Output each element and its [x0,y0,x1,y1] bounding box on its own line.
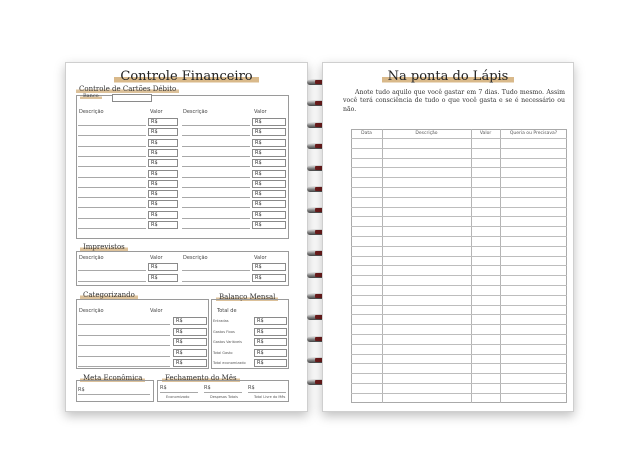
categorized-row-value[interactable]: R$ [173,349,207,357]
debit-row-desc-line [78,177,146,178]
closing-item-line [204,392,242,393]
debit-row-desc-line [78,228,146,229]
table-row-line [351,207,567,208]
debit-row-value[interactable]: R$ [148,211,178,219]
debit-row-desc-line [78,135,146,136]
debit-row-value[interactable]: R$ [148,170,178,178]
table-row-line [351,285,567,286]
closing-item-value: R$ [248,385,255,391]
table-row-line [351,226,567,227]
debit-row-desc-line [182,207,250,208]
table-row-line [351,187,567,188]
categorized-row-value[interactable]: R$ [173,328,207,336]
table-row-line [351,354,567,355]
closing-item-line [160,392,198,393]
balance-row-value[interactable]: R$ [254,349,287,357]
unforeseen-row-desc-line [182,270,250,271]
debit-row-value[interactable]: R$ [252,221,286,229]
debit-row-value[interactable]: R$ [148,139,178,147]
debit-row-desc-line [78,207,146,208]
table-row-line [351,373,567,374]
debit-row-value[interactable]: R$ [148,128,178,136]
goal-box [76,380,154,402]
debit-row-value[interactable]: R$ [252,159,286,167]
unforeseen-row-value[interactable]: R$ [148,263,178,271]
debit-row-desc-line [182,177,250,178]
left-page-title: Controle Financeiro [66,69,307,84]
closing-item-caption: Economizado [166,395,190,399]
debit-row-value[interactable]: R$ [252,200,286,208]
debit-row-desc-line [182,166,250,167]
unforeseen-title: Imprevistos [80,243,128,251]
categorized-row-desc-line [78,335,170,336]
debit-row-desc-line [182,156,250,157]
closing-item-caption: Total Livre do Mês [254,395,286,399]
table-row-line [351,334,567,335]
debit-row-value[interactable]: R$ [148,190,178,198]
debit-row-value[interactable]: R$ [148,180,178,188]
debit-row-value[interactable]: R$ [252,128,286,136]
unforeseen-row-desc-line [78,270,146,271]
debit-row-value[interactable]: R$ [148,149,178,157]
balance-row-value[interactable]: R$ [254,359,287,367]
balance-row-value[interactable]: R$ [254,317,287,325]
table-row-line [351,236,567,237]
debit-row-desc-line [78,187,146,188]
debit-col-desc-2: Descrição [183,109,208,115]
debit-row-desc-line [182,146,250,147]
debit-row-value[interactable]: R$ [252,118,286,126]
categorized-row-value[interactable]: R$ [173,338,207,346]
left-page [65,62,308,412]
unforeseen-col-desc-1: Descrição [79,255,104,261]
table-header-2: Valor [479,131,492,136]
unforeseen-row-value[interactable]: R$ [148,274,178,282]
debit-row-value[interactable]: R$ [148,159,178,167]
table-row-line [351,197,567,198]
goal-line [78,394,150,395]
table-header-0: Data [361,131,372,136]
table-row-line [351,295,567,296]
debit-row-desc-line [182,228,250,229]
table-row-line [351,324,567,325]
intro-text: Anote tudo aquilo que você gastar em 7 dias. Tudo mesmo. Assim você terá consciência de tudo o que você gasta e se é necessário ou não. [343,89,565,113]
categorized-row-value[interactable]: R$ [173,317,207,325]
categorized-row-desc-line [78,324,170,325]
goal-title: Meta Econômica [80,374,145,382]
debit-row-desc-line [182,125,250,126]
closing-item-caption: Despesas Totais [210,395,238,399]
table-row-line [351,148,567,149]
unforeseen-col-value-2: Valor [254,255,267,261]
debit-row-value[interactable]: R$ [252,180,286,188]
debit-row-value[interactable]: R$ [148,221,178,229]
table-row-line [351,393,567,394]
categorized-title: Categorizando [80,291,138,299]
balance-row-label: Entradas [213,319,229,323]
unforeseen-row-desc-line [182,281,250,282]
table-row-line [351,265,567,266]
debit-row-value[interactable]: R$ [252,139,286,147]
categorized-row-desc-line [78,366,170,367]
balance-total-label: Total de [217,308,237,314]
debit-row-desc-line [182,197,250,198]
debit-row-desc-line [182,218,250,219]
categorized-row-value[interactable]: R$ [173,359,207,367]
debit-row-value[interactable]: R$ [252,211,286,219]
debit-col-value-1: Valor [150,109,163,115]
right-page [322,62,574,412]
unforeseen-col-value-1: Valor [150,255,163,261]
table-header-3: Queria ou Precisava? [509,131,558,136]
table-row-line [351,383,567,384]
debit-row-desc-line [78,197,146,198]
debit-row-value[interactable]: R$ [148,200,178,208]
categorized-row-desc-line [78,345,170,346]
table-row-line [351,138,567,139]
balance-row-label: Gastos Variáveis [213,340,242,344]
debit-row-desc-line [182,187,250,188]
debit-row-desc-line [182,135,250,136]
balance-row-label: Gastos Fixos [213,329,235,334]
table-row-line [351,363,567,364]
balance-row-value[interactable]: R$ [254,328,287,336]
bank-field[interactable] [112,94,152,102]
balance-row-label: Total Gasto [213,350,233,355]
bank-label: Banco [80,93,102,99]
table-row-line [351,344,567,345]
debit-row-desc-line [78,156,146,157]
closing-item-value: R$ [160,385,167,391]
table-row-line [351,314,567,315]
debit-row-value[interactable]: R$ [252,170,286,178]
debit-row-desc-line [78,218,146,219]
debit-row-desc-line [78,146,146,147]
closing-item-value: R$ [204,385,211,391]
table-row-line [351,246,567,247]
closing-item-line [248,392,286,393]
goal-value: R$ [78,387,85,393]
debit-row-value[interactable]: R$ [148,118,178,126]
debit-row-value[interactable]: R$ [252,190,286,198]
unforeseen-row-desc-line [78,281,146,282]
table-row-line [351,275,567,276]
right-page-title: Na ponta do Lápis [323,69,573,84]
table-row-line [351,216,567,217]
closing-title: Fechamento do Mês [162,374,240,382]
categorized-col-desc: Descrição [79,308,104,314]
balance-title: Balanço Mensal [216,293,278,301]
debit-row-desc-line [78,166,146,167]
table-row-line [351,177,567,178]
table-row-line [351,256,567,257]
unforeseen-col-desc-2: Descrição [183,255,208,261]
debit-row-value[interactable]: R$ [252,149,286,157]
table-row-line [351,158,567,159]
table-row-line [351,305,567,306]
debit-row-desc-line [78,125,146,126]
debit-section-title: Controle de Cartões Débito [76,85,179,93]
categorized-row-desc-line [78,356,170,357]
debit-col-desc-1: Descrição [79,109,104,115]
balance-row-label: Total economizado [213,361,246,365]
categorized-col-value: Valor [150,308,163,314]
table-header-1: Descrição [415,131,438,136]
unforeseen-row-value[interactable]: R$ [252,274,286,282]
table-row-line [351,167,567,168]
unforeseen-row-value[interactable]: R$ [252,263,286,271]
debit-col-value-2: Valor [254,109,267,115]
balance-row-value[interactable]: R$ [254,338,287,346]
